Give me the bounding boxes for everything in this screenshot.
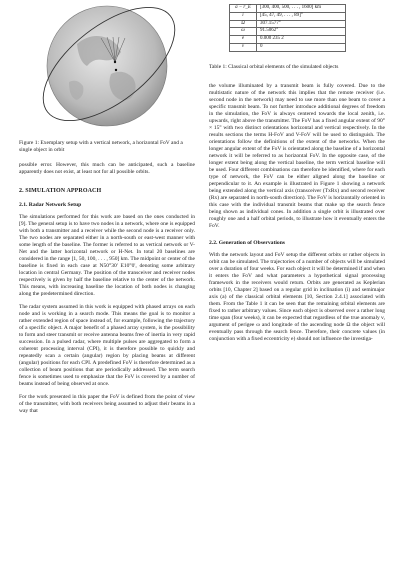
paragraph: The simulations performed for this work are based on the ones conducted in [9]. The general setup is to have two nodes in a network, where one is equipped with both a transmitter and a receiver while the second node is a receiver only. The two nodes are separated either in a north-south or east-west manner with some length of the baseline. The former is referred to as vertical network or V-Net and the latter horizontal network or H-Net. In total 20 baselines are considered in the range [1, 50, 100, . . . , 950] km. The midpoint or center of the baseline is fixed in each case at N50°30' E10°0', denoting some arbitrary location in central Germany. The position of the transceiver and receiver nodes respectively is given by half the baseline relative to the center of the network. This means, with increasing baseline the location of both nodes is changing along the predetermined direction.	[19, 214, 195, 298]
table-row	[230, 12, 346, 20]
table-value-cell: 0.000 235 2	[257, 36, 346, 44]
figure-1	[19, 4, 195, 137]
paragraph: For the work presented in this paper the FoV is defined from the point of view of the transmitter, with both receivers being assumed to adjust their beams in a way that	[19, 394, 195, 415]
subsection-heading: 2.2. Generation of Observations	[209, 239, 285, 246]
table-value-cell: 307.1577°	[257, 20, 346, 28]
table-symbol-cell: ν	[230, 43, 257, 51]
transceiver-node	[114, 61, 116, 63]
table-row	[230, 5, 346, 13]
table-row	[230, 36, 346, 44]
table-value-cell: 91.5062°	[257, 28, 346, 36]
right-column	[209, 4, 385, 343]
table-symbol-cell: ω	[230, 28, 257, 36]
table-symbol-cell: Ω	[230, 20, 257, 28]
table-row	[230, 43, 346, 51]
table-row	[230, 28, 346, 36]
table-symbol-cell: e	[230, 36, 257, 44]
table-symbol-cell: a − r_E	[230, 5, 257, 13]
subsection-heading: 2.1. Radar Network Setup	[19, 202, 82, 209]
section-heading: 2. SIMULATION APPROACH	[19, 188, 102, 195]
paragraph: possible error. However, this much can be anticipated, such a baseline apparently does not exist, at least not for all possible orbits.	[19, 162, 195, 176]
paragraph: With the network layout and FoV setup the different orbits or rather objects in orbit can be simulated. The trajectories of a number of objects will be simulated over a duration of four weeks. For each object it will be determined if and when it enters the FoV and what parameters a hypothetical signal processing framework in the receivers would return. Orbits are generated as Keplerian orbits [10, Chapter 2] based on a regular grid in inclination (i) and semimajor axis (a) of the classical orbital elements [10, Section 2.4.1] associated with them. From the Table 1 it can be seen that the remaining orbital elements are fixed to rather arbitrary values. Since each object is observed over a rather long time span (four weeks), it can be expected that regardless of the true anomaly ν, argument of perigee ω and longitude of the ascending node Ω the object will eventually pass through the search fence. Therefore, their concrete values (in conjunction with a fixed eccentricity e) should not influence the investiga-	[209, 251, 385, 342]
receiver-node	[115, 69, 117, 71]
table-value-cell: [300, 400, 500, . . . , 1600] km	[257, 5, 346, 13]
table-row	[230, 20, 346, 28]
left-column	[19, 140, 195, 415]
paragraph: The radar system assumed in this work is equipped with phased arrays on each node and is working in a search mode. This means the goal is to monitor a rather extended region of space instead of, for example, following the trajectory of a specific object. A major benefit of a phased array system, is the possibility to form and steer transmit or receive antenna beams free of inertia in very rapid succession. In a pulsed radar, where multiple pulses are aggregated to form a coherent processing interval (CPI), it is therefore possible to quickly and repeatedly scan a certain (angular) region by placing beams at different (angular) positions for each CPI. A predefined FoV is therefore determined as a collection of beam positions that are periodically addressed. The term search fence is sometimes used to emphasize that the FoV is covered by a number of beams instead of being observed at once.	[19, 304, 195, 388]
table-1-caption: Table 1: Classical orbital elements of the simulated objects	[209, 63, 339, 70]
figure-1-illustration	[19, 4, 195, 137]
table-value-cell: 0	[257, 43, 346, 51]
table-symbol-cell: i	[230, 12, 257, 20]
table-value-cell: [45, 47, 49, . . . , 89]°	[257, 12, 346, 20]
earth-globe	[47, 6, 167, 126]
table-1	[229, 4, 346, 52]
paragraph: the volume illuminated by a transmit beam is fully covered. Due to the multistatic nature of the network this implies that the remote receiver (i.e. second node in the network) may need to use more than one beam to cover a specific transmit beam. To not further introduce additional degrees of freedom in the simulation, the FoV is always centered towards the local zenith, i.e. upwards, right above the transmitter. The FoV has a fixed angular extent of 90° × 15° with two distinct orientations horizontal and vertical respectively. In the results sections the terms H-FoV and V-FoV will be used to distinguish. The orientations follow the definitions of the extent of the networks. When the longer angular extent of the FoV is orientated along the baseline of a horizontal network it will be referred to as horizontal FoV. In the opposite case, of the longer extent being along the vertical baseline, the term vertical baseline will be used. Four different combinations can therefore be identified, where for each type of network, the FoV can be either aligned along the baseline or perpendicular to it. An example is illustrated in Figure 1 showing a network being extended along the vertical axis (transceiver (TxRx) and second receiver (Rx) are separated in north-south direction). The FoV is horizontally oriented in this case with the individual transmit beams that make up the search fence being shown as individual cones. In addition a single orbit is illustrated over roughly one and a half orbital periods, to illustrate how it eventually enters the FoV.	[209, 82, 385, 229]
figure-1-caption: Figure 1: Exemplary setup with a vertical network, a horizontal FoV and a single object in orbit	[19, 140, 183, 154]
